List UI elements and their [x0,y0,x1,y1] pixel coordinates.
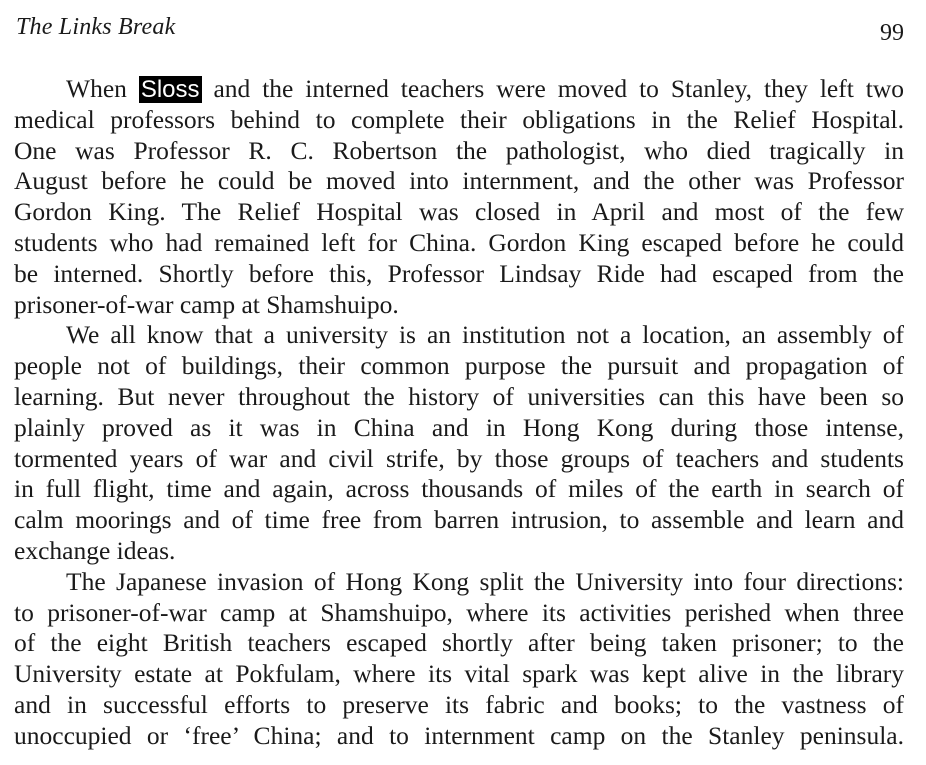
text-line: prisoner-of-war camp at Shamshuipo. [14,289,399,319]
text-after-highlight: and the interned teachers were moved to Stanley, they left two [201,74,904,103]
text-before-highlight: When [66,74,139,103]
text-line: unoccupied or ‘free’ China; and to internment camp on the Stanley peninsula. [14,720,904,750]
search-highlight[interactable]: Sloss [140,76,200,103]
text-line: tormented years of war and civil strife, by those groups of teachers and students [14,443,904,473]
text-line [14,74,904,105]
text-line: in full flight, time and again, across thousands of miles of the earth in search of [14,474,904,504]
page-number: 99 [880,20,904,46]
text-line: students who had remained left for China. Gordon King escaped before he could [14,227,904,257]
paragraph-1 [14,74,904,320]
text-line: August before he could be moved into internment, and the other was Professor [14,166,904,196]
text-line: calm moorings and of time free from barren intrusion, to assemble and learn and [14,505,904,535]
text-line: to prisoner-of-war camp at Shamshuipo, where its activities perished when three [14,597,904,627]
text-line: plainly proved as it was in China and in Hong Kong during those intense, [14,412,904,442]
paragraph-2 [14,320,904,566]
text-line: learning. But never throughout the history of universities can this have been so [14,381,904,411]
text-line: One was Professor R. C. Robertson the pathologist, who died tragically in [14,135,904,165]
text-line: The Japanese invasion of Hong Kong split the University into four directions: [66,566,904,596]
text-line: medical professors behind to complete their obligations in the Relief Hospital. [14,104,904,134]
running-head: The Links Break [16,14,176,40]
paragraph-3 [14,567,904,752]
text-line: and in successful efforts to preserve its fabric and books; to the vastness of [14,689,904,719]
text-line: people not of buildings, their common purpose the pursuit and propagation of [14,351,904,381]
text-line: exchange ideas. [14,535,176,565]
text-line: of the eight British teachers escaped shortly after being taken prisoner; to the [14,628,904,658]
text-line: University estate at Pokfulam, where its vital spark was kept alive in the library [14,659,904,689]
text-line: We all know that a university is an institution not a location, an assembly of [66,320,904,350]
text-line: Gordon King. The Relief Hospital was closed in April and most of the few [14,197,904,227]
body-text [14,74,904,752]
text-line: be interned. Shortly before this, Professor Lindsay Ride had escaped from the [14,258,904,288]
